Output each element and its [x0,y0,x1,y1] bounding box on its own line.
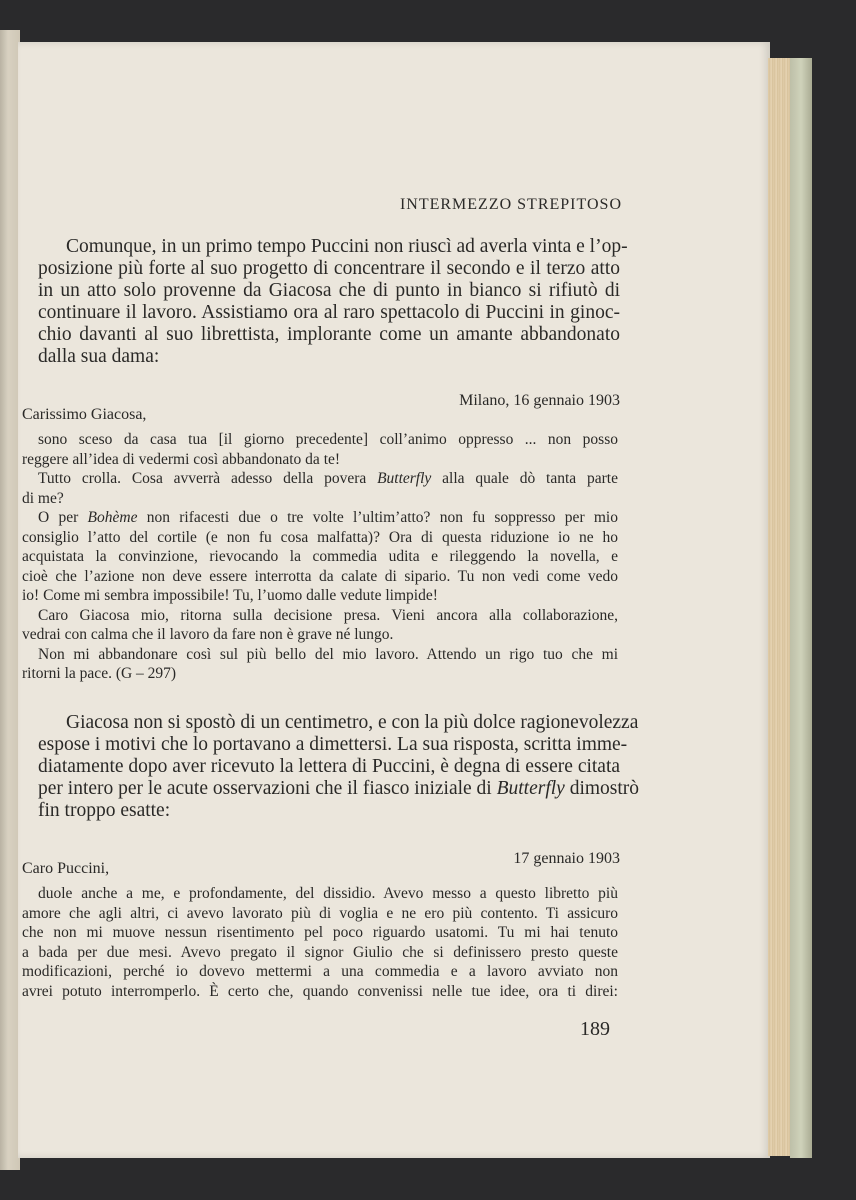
letter-line: acquistata la convinzione, rievocando la commedia udita e rileggendo la novella, e [22,548,618,565]
running-head: INTERMEZZO STREPITOSO [399,196,622,213]
text-line: diatamente dopo aver ricevuto la lettera di Puccini, è degna di essere citata [38,756,621,777]
text-line: per intero per le acute osservazioni che il fiasco iniziale di Butterfly dimostrò [38,778,640,799]
letter-line: Tutto crolla. Cosa avverrà adesso della povera Butterfly alla quale dò tanta parte [38,470,618,487]
text-line: chio davanti al suo librettista, implorante come un amante abbandonato [38,324,620,345]
letter-line: consiglio l’atto del cortile (e non fu cosa malfatta)? Ora di questa riduzione io ne ho [22,528,618,546]
letter-line: Caro Giacosa mio, ritorna sulla decisione presa. Vieni ancora alla collaborazione, [38,606,618,624]
letter-line: vedrai con calma che il lavoro da fare non è grave né lungo. [22,626,394,643]
letter-line: cioè che l’azione non deve essere interrotta da calate di sipario. Tu non vedi come vedo [22,567,618,585]
text-line: dalla sua dama: [38,346,160,367]
letter-line: io! Come mi sembra impossibile! Tu, l’uomo dalle vedute limpide! [22,587,438,604]
letter-line: modificazioni, perché io dovevo mettermi a una commedia e a lavoro avviato non [22,963,618,980]
book-cover-edge [790,58,812,1158]
text-line: espose i motivi che lo portavano a dimettersi. La sua risposta, scritta imme- [38,734,628,755]
letter-line: sono sceso da casa tua [il giorno precedente] coll’animo oppresso ... non posso [38,431,618,448]
middle-paragraph [38,712,640,822]
letter-line: reggere all’idea di vedermi così abbandonato da te! [22,450,341,468]
text-line: posizione più forte al suo progetto di concentrare il secondo e il terzo atto [38,258,620,279]
text-line: continuare il lavoro. Assistiamo ora al raro spettacolo di Puccini in ginoc- [38,302,620,323]
letter1-salutation: Carissimo Giacosa, [22,406,147,423]
italic-title: Butterfly [377,470,432,487]
letter2-dateline: 17 gennaio 1903 [513,850,620,867]
page-number: 189 [580,1018,610,1040]
letter-line: a bada per due mesi. Avevo pregato il signor Giulio che si definissero presto queste [22,943,618,961]
letter1-body [22,430,618,684]
letter-line: avrei potuto interromperlo. È certo che, quando convenissi nelle tue idee, ora ti direi: [22,982,618,1000]
letter2-salutation: Caro Puccini, [22,860,110,877]
letter2-body [22,884,618,1001]
letter-line: amore che agli altri, ci avevo lavorato più di voglia e ne ero più contento. Ti assicuro [22,904,618,922]
text-line: in un atto solo provenne da Giacosa che di punto in bianco si rifiutò di [38,280,620,301]
italic-title: Butterfly [496,778,565,799]
text-line: fin troppo esatte: [38,800,171,821]
letter1-dateline: Milano, 16 gennaio 1903 [459,392,620,409]
intro-paragraph [38,236,628,368]
letter-line: O per Bohème non rifacesti due o tre volte l’ultim’atto? non fu soppresso per mio [38,509,618,526]
letter-line: ritorni la pace. (G – 297) [22,665,177,682]
letter-line: Non mi abbandonare così sul più bello del mio lavoro. Attendo un rigo tuo che mi [38,645,618,663]
text-line: Giacosa non si spostò di un centimetro, e con la più dolce ragionevolezza [66,712,639,733]
letter-line: che non mi muove nessun risentimento pel poco riguardo usatomi. Tu mi hai tenuto [22,924,618,941]
previous-page-edge [0,30,20,1170]
text-line: Comunque, in un primo tempo Puccini non riuscì ad averla vinta e l’op- [66,236,628,257]
letter-line: di me? [22,489,64,507]
letter-line: duole anche a me, e profondamente, del dissidio. Avevo messo a questo libretto più [38,885,618,902]
italic-title: Bohème [87,509,138,526]
